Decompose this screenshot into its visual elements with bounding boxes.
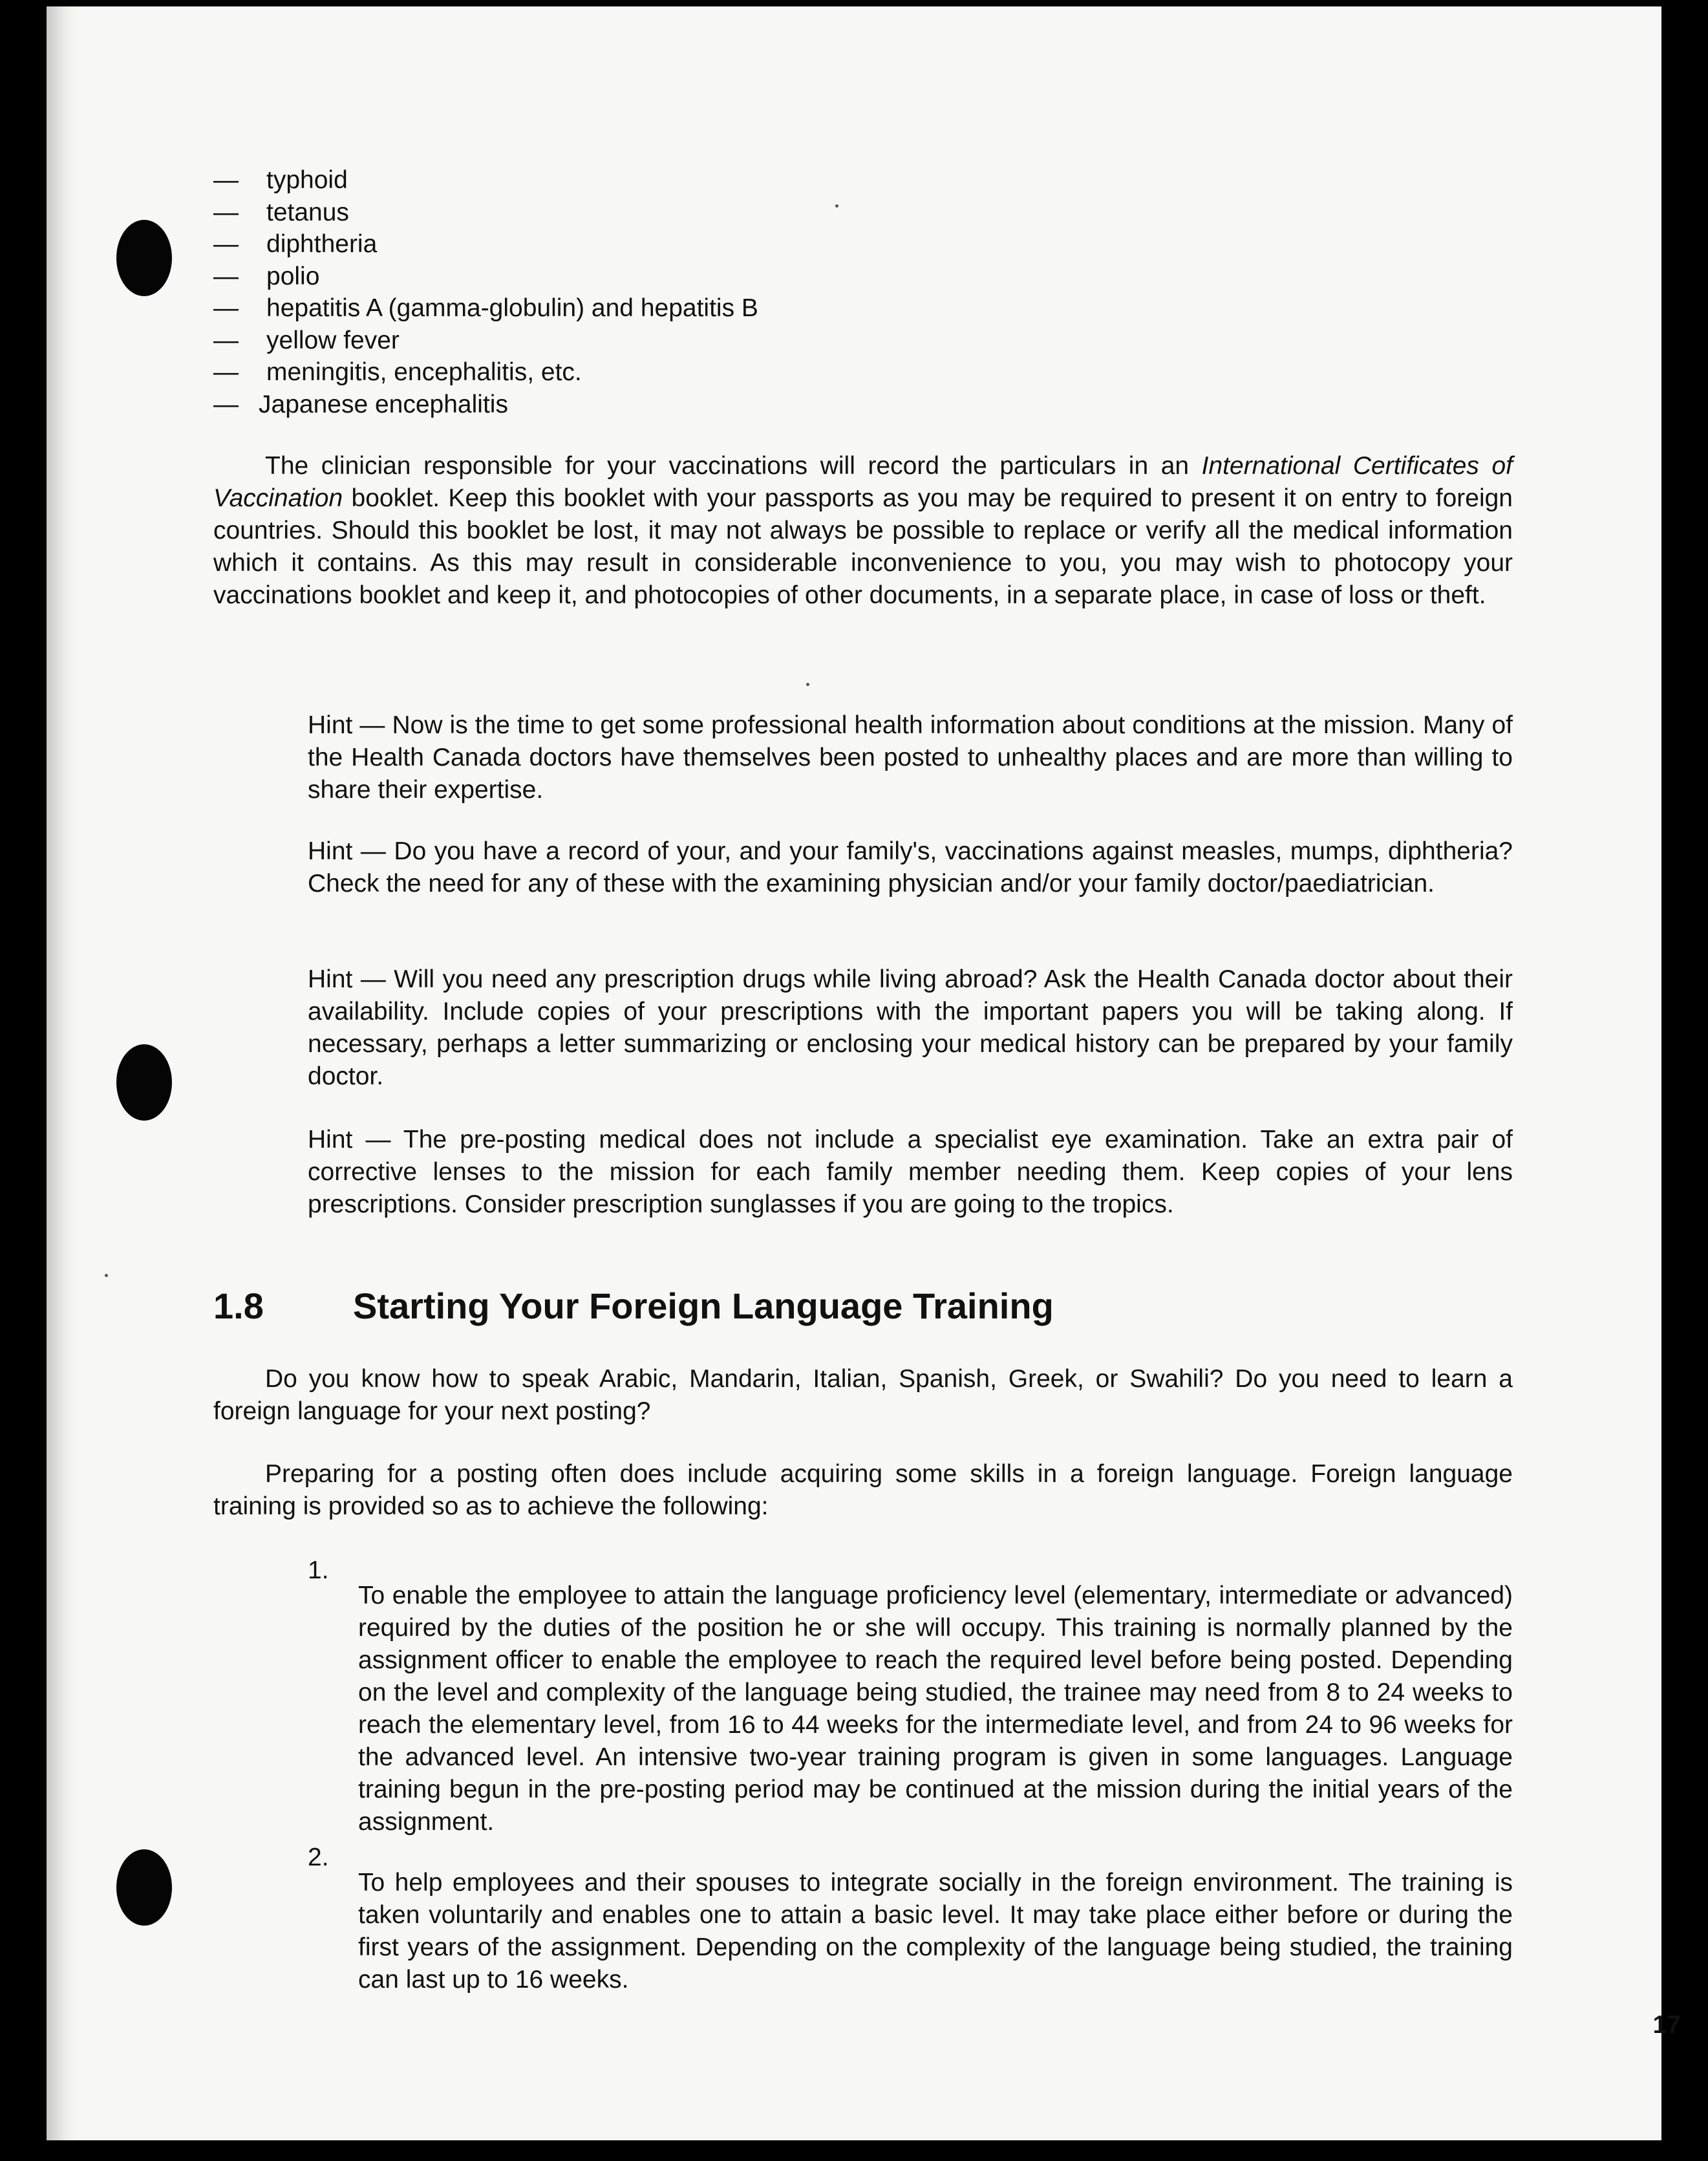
list-dash: —: [213, 390, 239, 418]
list-item: [213, 325, 758, 357]
list-item: [213, 261, 758, 293]
item-number: 2.: [308, 1844, 329, 1871]
list-item-text: Japanese encephalitis: [259, 390, 508, 418]
item-text: To help employees and their spouses to integrate socially in the foreign environment. The training is taken voluntarily and enables one to attain a basic level. It may take place either before or during the first years of the assignment. Depending on the complexity of the language being studied, the training can last up to 16 weeks.: [358, 1869, 1513, 1994]
list-item-text: meningitis, encephalitis, etc.: [266, 358, 582, 386]
list-dash: —: [213, 230, 239, 258]
document-page: [47, 6, 1681, 2140]
section-heading: [213, 1284, 1054, 1329]
scan-speck: [105, 1274, 108, 1277]
list-dash: —: [213, 198, 239, 226]
list-item: [213, 197, 758, 229]
section-title: Starting Your Foreign Language Training: [353, 1285, 1054, 1326]
list-dash: —: [213, 166, 239, 194]
scan-speck: [835, 204, 838, 208]
punch-hole: [116, 1849, 172, 1926]
page-number: 17: [1652, 2011, 1681, 2039]
list-item: [213, 164, 758, 197]
hint-paragraph: Hint — Will you need any prescription drugs while living abroad? Ask the Health Canada doctor about their availability. Include copies of your prescriptions with the important papers you will be taking along. If necessary, perhaps a letter summarizing or enclosing your medical history can be prepared by your family doctor.: [308, 965, 1513, 1090]
hint-paragraph: Hint — Now is the time to get some professional health information about conditions at the mission. Many of the Health Canada doctors have themselves been posted to unhealthy places and are more than willing to share their expertise.: [308, 711, 1513, 804]
intro-paragraph: Preparing for a posting often does include acquiring some skills in a foreign language. Foreign language training is provided so as to achieve the following:: [213, 1460, 1513, 1520]
scan-speck: [806, 683, 809, 686]
list-dash: —: [213, 326, 239, 354]
item-text: To enable the employee to attain the language proficiency level (elementary, intermediate or advanced) required by the duties of the position he or she will occupy. This training is normally planned by the assignment officer to enable the employee to reach the required level before being posted. Depending on the level and complexity of the language being studied, the trainee may need from 8 to 24 weeks to reach the elementary level, from 16 to 44 weeks for the intermediate level, and from 24 to 96 weeks for the advanced level. An intensive two-year training program is given in some languages. Language training begun in the pre-posting period may be continued at the mission during the initial years of the assignment.: [358, 1582, 1513, 1836]
list-item: [213, 356, 758, 389]
item-number: 1.: [308, 1556, 329, 1584]
numbered-item: [308, 1554, 1513, 1864]
clinician-paragraph: [213, 450, 1513, 612]
hint-paragraph: Hint — The pre-posting medical does not include a specialist eye examination. Take an extra pair of corrective lenses to the mission for each family member needing them. Keep copies of your lens prescriptions. Consider prescription sunglasses if you are going to the tropics.: [308, 1126, 1513, 1218]
intro-paragraph: Do you know how to speak Arabic, Mandarin, Italian, Spanish, Greek, or Swahili? Do you need to learn a foreign language for your next posting?: [213, 1365, 1513, 1425]
list-dash: —: [213, 358, 239, 386]
vaccination-list: [213, 164, 758, 420]
list-item-text: tetanus: [266, 198, 349, 226]
paragraph-text: The clinician responsible for your vaccinations will record the particulars in an: [265, 452, 1202, 480]
booklet-title: International Certificates of Vaccination: [213, 452, 1513, 512]
list-item: [213, 228, 758, 261]
list-item: [213, 292, 758, 325]
binding-edge: [47, 6, 76, 2140]
hint-paragraph: Hint — Do you have a record of your, and your family's, vaccinations against measles, mumps, diphtheria? Check the need for any of these with the examining physician and/or your family doctor/paediatrician.: [308, 837, 1513, 898]
list-item-text: polio: [266, 262, 320, 290]
punch-hole: [116, 1044, 172, 1121]
list-dash: —: [213, 262, 239, 290]
punch-hole: [116, 220, 172, 296]
list-item-text: typhoid: [266, 166, 348, 194]
numbered-item: [308, 1842, 1513, 2021]
list-dash: —: [213, 294, 239, 322]
list-item-text: hepatitis A (gamma-globulin) and hepatitis B: [266, 294, 758, 322]
list-item-text: diphtheria: [266, 230, 378, 258]
list-item: [213, 389, 758, 421]
list-item-text: yellow fever: [266, 326, 400, 354]
section-number: 1.8: [213, 1285, 264, 1326]
paragraph-text: booklet. Keep this booklet with your passports as you may be required to present it on entry to foreign countries. Should this booklet be lost, it may not always be possible to replace or verify all the medical information which it contains. As this may result in considerable inconvenience to you, you may wish to photocopy your vaccinations booklet and keep it, and photocopies of other documents, in a separate place, in case of loss or theft.: [213, 484, 1513, 609]
